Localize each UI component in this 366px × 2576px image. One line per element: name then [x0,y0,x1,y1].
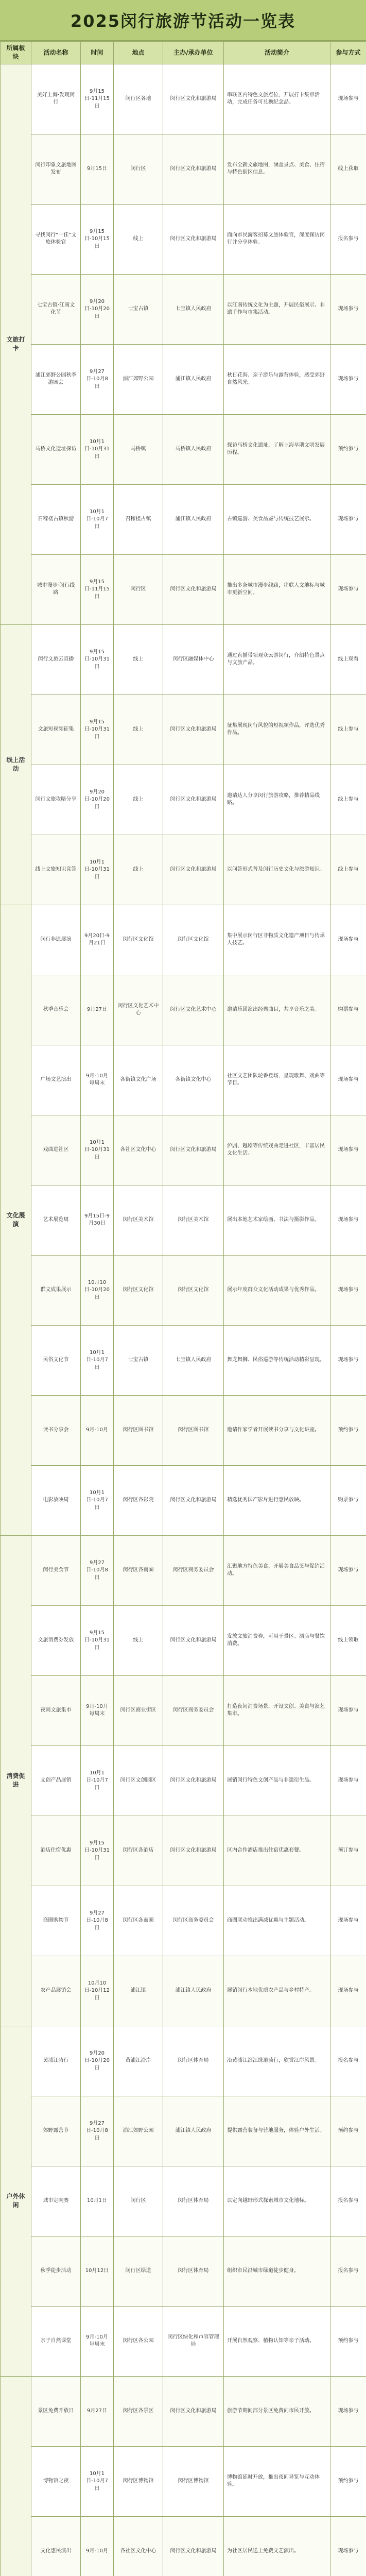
org-cell: 闵行区文化和旅游局 [163,694,224,765]
name-cell: 文创产品展销 [31,1745,81,1816]
name-cell: 戏曲进社区 [31,1115,81,1185]
venue-cell: 闵行区各酒店 [114,1816,163,1886]
content-cell: 舞龙舞狮、民俗巡游等传统活动精彩呈现。 [224,1325,330,1395]
time-cell: 10月1日-10月31日 [81,835,114,905]
org-cell: 浦江镇人民政府 [163,1956,224,2026]
venue-cell: 闵行区文创园区 [114,1745,163,1816]
name-cell: 闵行美食节 [31,1535,81,1605]
venue-cell: 闵行区绿道 [114,2236,163,2306]
content-cell: 探访马桥文化遗址，了解上海早期文明发展历程。 [224,414,330,484]
org-cell: 闵行区文化和旅游局 [163,134,224,204]
content-cell: 展销闵行特色文创产品与非遗衍生品。 [224,1745,330,1816]
time-cell: 10月1日-10月7日 [81,1465,114,1535]
content-cell: 展示年度群众文化活动成果与优秀作品。 [224,1255,330,1325]
name-cell: 美好上海·发现闵行 [31,64,81,134]
note-cell: 购票参与 [330,975,366,1045]
note-cell: 预约参与 [330,1395,366,1465]
org-cell: 浦江镇人民政府 [163,2096,224,2166]
note-cell: 线上参与 [330,765,366,835]
category-cell: 文旅打卡 [1,64,31,624]
org-cell: 各街镇文化中心 [163,1045,224,1115]
venue-cell: 闵行区图书馆 [114,1395,163,1465]
header-time: 时间 [81,42,114,64]
title-bar [0,0,366,41]
content-cell: 展出本地艺术家绘画、书法与摄影作品。 [224,1185,330,1255]
note-cell: 现场参与 [330,1045,366,1115]
category-cell: 文化展演 [1,905,31,1535]
org-cell: 闵行区文化和旅游局 [163,1605,224,1675]
note-cell: 现场参与 [330,554,366,624]
venue-cell: 闵行区各景区 [114,2376,163,2446]
name-cell: 农产品展销会 [31,1956,81,2026]
content-cell: 集中展示闵行区非物质文化遗产项目与传承人技艺。 [224,905,330,975]
name-cell: 线上文旅知识竞答 [31,835,81,905]
name-cell: 秋季徒步活动 [31,2236,81,2306]
table-row [1,414,366,484]
note-cell: 预约参与 [330,2446,366,2516]
content-cell: 以定向越野形式探索城市文化地标。 [224,2166,330,2236]
table-row [1,1745,366,1816]
venue-cell: 各社区文化中心 [114,2516,163,2576]
content-cell: 商圈联动推出满减优惠与主题活动。 [224,1886,330,1956]
time-cell: 9月15日-11月15日 [81,554,114,624]
org-cell: 马桥镇人民政府 [163,414,224,484]
venue-cell: 闵行区各商圈 [114,1535,163,1605]
org-cell: 闵行区体育局 [163,2026,224,2096]
content-cell: 社区文艺团队轮番登场，呈现歌舞、戏曲等节目。 [224,1045,330,1115]
org-cell: 闵行区博物馆 [163,2446,224,2516]
note-cell: 报名参与 [330,2236,366,2306]
time-cell: 9月-10月每周末 [81,1045,114,1115]
header-content: 活动简介 [224,42,330,64]
org-cell: 闵行区图书馆 [163,1395,224,1465]
venue-cell: 闵行区各地 [114,64,163,134]
time-cell: 10月12日 [81,2236,114,2306]
time-cell: 10月10日-10月12日 [81,1956,114,2026]
name-cell: 郊野露营节 [31,2096,81,2166]
venue-cell: 闵行区 [114,2166,163,2236]
venue-cell: 闵行区博物馆 [114,2446,163,2516]
note-cell: 现场参与 [330,1745,366,1816]
venue-cell: 线上 [114,624,163,694]
venue-cell: 闵行区 [114,134,163,204]
time-cell: 10月1日-10月31日 [81,1115,114,1185]
venue-cell: 闵行区 [114,554,163,624]
table-row [1,2026,366,2096]
org-cell: 闵行区文化艺术中心 [163,975,224,1045]
content-cell: 面向市民游客招募文旅体验官，深度探访闵行并分享体验。 [224,204,330,274]
content-cell: 以江南传统文化为主题，开展民俗展示、非遗手作与市集活动。 [224,274,330,344]
venue-cell: 闵行区各商圈 [114,1886,163,1956]
content-cell: 开展自然观察、植物认知等亲子活动。 [224,2306,330,2376]
time-cell: 9月-10月每周末 [81,1675,114,1745]
venue-cell: 闵行区文化馆 [114,1255,163,1325]
note-cell: 现场参与 [330,2516,366,2576]
event-table [0,41,366,2576]
time-cell: 10月1日-10月7日 [81,1745,114,1816]
venue-cell: 七宝古镇 [114,1325,163,1395]
name-cell: 景区免费开放日 [31,2376,81,2446]
note-cell: 现场参与 [330,1675,366,1745]
venue-cell: 黄浦江沿岸 [114,2026,163,2096]
time-cell: 9月27日 [81,2376,114,2446]
name-cell: 文旅短视频征集 [31,694,81,765]
content-cell: 展销闵行本地优质农产品与乡村特产。 [224,1956,330,2026]
note-cell: 现场参与 [330,484,366,554]
content-cell: 邀请乐团演出经典曲目，共享音乐之美。 [224,975,330,1045]
org-cell: 闵行区文化和旅游局 [163,1115,224,1185]
table-row [1,905,366,975]
org-cell: 闵行区文化和旅游局 [163,204,224,274]
name-cell: 城市定向赛 [31,2166,81,2236]
venue-cell: 闵行区各影院 [114,1465,163,1535]
venue-cell: 浦江镇 [114,1956,163,2026]
content-cell: 以问答形式普及闵行历史文化与旅游知识。 [224,835,330,905]
category-cell: 线上活动 [1,624,31,905]
name-cell: 群文成果展示 [31,1255,81,1325]
content-cell: 汇聚地方特色美食，开展美食品鉴与促销活动。 [224,1535,330,1605]
table-header-row [1,42,366,64]
content-cell: 邀请作家学者开展读书分享与文化讲座。 [224,1395,330,1465]
table-row [1,484,366,554]
name-cell: 夜间文旅集市 [31,1675,81,1745]
time-cell: 9月20日-10月20日 [81,274,114,344]
time-cell: 9月27日-10月8日 [81,2096,114,2166]
table-row [1,1675,366,1745]
table-row [1,1535,366,1605]
org-cell: 闵行区绿化和市容管理局 [163,2306,224,2376]
org-cell: 闵行区文化和旅游局 [163,64,224,134]
org-cell: 闵行区融媒体中心 [163,624,224,694]
time-cell: 9月27日-10月8日 [81,344,114,414]
content-cell: 提供露营装备与营地服务，体验户外生活。 [224,2096,330,2166]
note-cell: 现场参与 [330,274,366,344]
table-row [1,2446,366,2516]
table-row [1,554,366,624]
header-org: 主办/承办单位 [163,42,224,64]
venue-cell: 线上 [114,694,163,765]
time-cell: 10月10日-10月20日 [81,1255,114,1325]
time-cell: 9月27日-10月8日 [81,1535,114,1605]
name-cell: 读书分享会 [31,1395,81,1465]
time-cell: 9月15日-11月15日 [81,64,114,134]
name-cell: 闵行印象文旅地图发布 [31,134,81,204]
org-cell: 闵行区文化馆 [163,1255,224,1325]
time-cell: 9月-10月 [81,2516,114,2576]
name-cell: 黄浦江骑行 [31,2026,81,2096]
org-cell: 闵行区美术馆 [163,1185,224,1255]
note-cell: 现场参与 [330,905,366,975]
time-cell: 9月20日-10月20日 [81,2026,114,2096]
venue-cell: 闵行区文化馆 [114,905,163,975]
content-cell: 为社区居民送上免费文艺演出。 [224,2516,330,2576]
venue-cell: 浦江郊野公园 [114,344,163,414]
venue-cell: 闵行区美术馆 [114,1185,163,1255]
table-row [1,64,366,134]
table-row [1,2096,366,2166]
category-cell [1,2376,31,2576]
note-cell: 预订参与 [330,1816,366,1886]
time-cell: 10月1日 [81,2166,114,2236]
venue-cell: 浦江郊野公园 [114,2096,163,2166]
org-cell: 闵行区文化和旅游局 [163,1745,224,1816]
name-cell: 闵行文旅攻略分享 [31,765,81,835]
venue-cell: 闵行区商业街区 [114,1675,163,1745]
header-note: 参与方式 [330,42,366,64]
note-cell: 现场参与 [330,344,366,414]
note-cell: 预约参与 [330,2096,366,2166]
table-row [1,274,366,344]
name-cell: 浦江郊野公园秋季游园会 [31,344,81,414]
table-row [1,765,366,835]
note-cell: 线上领取 [330,1605,366,1675]
org-cell: 闵行区文化和旅游局 [163,2516,224,2576]
note-cell: 现场参与 [330,64,366,134]
org-cell: 闵行区文化和旅游局 [163,554,224,624]
note-cell: 现场参与 [330,1325,366,1395]
note-cell: 报名参与 [330,2026,366,2096]
table-row [1,1045,366,1115]
content-cell: 沿黄浦江滨江绿道骑行，欣赏江岸风景。 [224,2026,330,2096]
table-row [1,1956,366,2026]
content-cell: 组织市民沿城市绿道徒步健身。 [224,2236,330,2306]
time-cell: 9月15日-10月31日 [81,624,114,694]
note-cell: 购票参与 [330,1465,366,1535]
table-row [1,835,366,905]
table-row [1,134,366,204]
content-cell: 征集展现闵行风貌的短视频作品，评选优秀作品。 [224,694,330,765]
note-cell: 现场参与 [330,1886,366,1956]
org-cell: 闵行区商务委员会 [163,1675,224,1745]
org-cell: 浦江镇人民政府 [163,484,224,554]
category-cell: 消费促进 [1,1535,31,2026]
table-row [1,2236,366,2306]
org-cell: 闵行区体育局 [163,2236,224,2306]
time-cell: 9月15日-10月31日 [81,694,114,765]
table-row [1,2516,366,2576]
venue-cell: 闵行区文化艺术中心 [114,975,163,1045]
content-cell: 古镇巡游、美食品鉴与传统技艺展示。 [224,484,330,554]
time-cell: 9月15日-10月31日 [81,1605,114,1675]
org-cell: 闵行区文化和旅游局 [163,835,224,905]
name-cell: 闵行非遗展演 [31,905,81,975]
content-cell: 通过直播带领观众云游闵行，介绍特色景点与文旅产品。 [224,624,330,694]
venue-cell: 召稼楼古镇 [114,484,163,554]
name-cell: 广场文艺演出 [31,1045,81,1115]
page-title: 2025闵行旅游节活动一览表 [70,11,296,31]
table-row [1,1185,366,1255]
name-cell: 酒店住宿优惠 [31,1816,81,1886]
content-cell: 精选优秀国产影片进行惠民放映。 [224,1465,330,1535]
note-cell: 报名参与 [330,204,366,274]
content-cell: 邀请达人分享闵行旅游攻略，推荐精品线路。 [224,765,330,835]
org-cell: 七宝镇人民政府 [163,1325,224,1395]
name-cell: 艺术展览周 [31,1185,81,1255]
time-cell: 9月15日-9月30日 [81,1185,114,1255]
name-cell: 民俗文化节 [31,1325,81,1395]
name-cell: 城市漫步·闵行线路 [31,554,81,624]
content-cell: 沪剧、越剧等传统戏曲走进社区，丰富居民文化生活。 [224,1115,330,1185]
content-cell: 串联区内特色文旅点位，开展打卡集章活动，完成任务可兑换纪念品。 [224,64,330,134]
table-row [1,2166,366,2236]
venue-cell: 马桥镇 [114,414,163,484]
org-cell: 闵行区文化和旅游局 [163,1465,224,1535]
note-cell: 预约参与 [330,2306,366,2376]
content-cell: 旅游节期间部分景区免费向市民开放。 [224,2376,330,2446]
name-cell: 文化惠民演出 [31,2516,81,2576]
name-cell: 商圈购物节 [31,1886,81,1956]
name-cell: 召稼楼古镇秋游 [31,484,81,554]
table-row [1,1886,366,1956]
table-row [1,2306,366,2376]
org-cell: 浦江镇人民政府 [163,344,224,414]
name-cell: 寻找闵行“十佳”文旅体验官 [31,204,81,274]
name-cell: 秋季音乐会 [31,975,81,1045]
content-cell: 发放文旅消费券，可用于景区、酒店与餐饮消费。 [224,1605,330,1675]
category-cell: 户外休闲 [1,2026,31,2376]
table-row [1,975,366,1045]
org-cell: 闵行区商务委员会 [163,1886,224,1956]
note-cell: 现场参与 [330,1956,366,2026]
venue-cell: 各街镇文化广场 [114,1045,163,1115]
name-cell: 闵行文旅云直播 [31,624,81,694]
header-category: 所属板块 [1,42,31,64]
note-cell: 现场参与 [330,1115,366,1185]
name-cell: 电影放映周 [31,1465,81,1535]
content-cell: 秋日花海、亲子游乐与露营体验，感受郊野自然风光。 [224,344,330,414]
header-venue: 地点 [114,42,163,64]
org-cell: 闵行区体育局 [163,2166,224,2236]
org-cell: 七宝镇人民政府 [163,274,224,344]
table-body [1,64,366,2576]
table-row [1,1816,366,1886]
note-cell: 线上观看 [330,624,366,694]
time-cell: 9月15日 [81,134,114,204]
time-cell: 9月27日-10月8日 [81,1886,114,1956]
table-row [1,694,366,765]
org-cell: 闵行区文化馆 [163,905,224,975]
time-cell: 10月1日-10月7日 [81,484,114,554]
org-cell: 闵行区文化和旅游局 [163,2376,224,2446]
time-cell: 9月-10月 [81,1395,114,1465]
note-cell: 报名参与 [330,2166,366,2236]
table-row [1,624,366,694]
venue-cell: 闵行区各公园 [114,2306,163,2376]
note-cell: 现场参与 [330,1535,366,1605]
venue-cell: 线上 [114,1605,163,1675]
content-cell: 打造夜间消费场景，开设文创、美食与演艺集市。 [224,1675,330,1745]
time-cell: 9月20日-10月20日 [81,765,114,835]
content-cell: 推出多条城市漫步线路，串联人文地标与城市更新空间。 [224,554,330,624]
time-cell: 9月27日 [81,975,114,1045]
org-cell: 闵行区文化和旅游局 [163,765,224,835]
time-cell: 9月15日-10月15日 [81,204,114,274]
time-cell: 10月1日-10月7日 [81,1325,114,1395]
table-row [1,344,366,414]
note-cell: 线上参与 [330,694,366,765]
note-cell: 现场参与 [330,1185,366,1255]
time-cell: 10月1日-10月7日 [81,2446,114,2516]
name-cell: 博物馆之夜 [31,2446,81,2516]
venue-cell: 线上 [114,765,163,835]
table-row [1,204,366,274]
time-cell: 10月1日-10月31日 [81,414,114,484]
note-cell: 线上参与 [330,835,366,905]
note-cell: 现场参与 [330,1255,366,1325]
content-cell: 区内合作酒店推出住宿优惠套餐。 [224,1816,330,1886]
name-cell: 马桥文化遗址探访 [31,414,81,484]
name-cell: 七宝古镇·江南文化节 [31,274,81,344]
table-row [1,1255,366,1325]
table-row [1,1325,366,1395]
note-cell: 预约参与 [330,414,366,484]
org-cell: 闵行区商务委员会 [163,1535,224,1605]
table-row [1,1465,366,1535]
name-cell: 文旅消费券发放 [31,1605,81,1675]
time-cell: 9月15日-10月31日 [81,1816,114,1886]
name-cell: 亲子自然课堂 [31,2306,81,2376]
header-name: 活动名称 [31,42,81,64]
venue-cell: 线上 [114,204,163,274]
org-cell: 闵行区文化和旅游局 [163,1816,224,1886]
time-cell: 9月20日-9月21日 [81,905,114,975]
table-row [1,1115,366,1185]
content-cell: 博物馆延时开放，推出夜间导览与互动体验。 [224,2446,330,2516]
venue-cell: 线上 [114,835,163,905]
table-row [1,2376,366,2446]
note-cell: 现场参与 [330,2376,366,2446]
content-cell: 发布全新文旅地图，涵盖景点、美食、住宿与特色街区信息。 [224,134,330,204]
venue-cell: 各社区文化中心 [114,1115,163,1185]
note-cell: 线上获取 [330,134,366,204]
time-cell: 9月-10月每周末 [81,2306,114,2376]
table-row [1,1395,366,1465]
table-row [1,1605,366,1675]
venue-cell: 七宝古镇 [114,274,163,344]
